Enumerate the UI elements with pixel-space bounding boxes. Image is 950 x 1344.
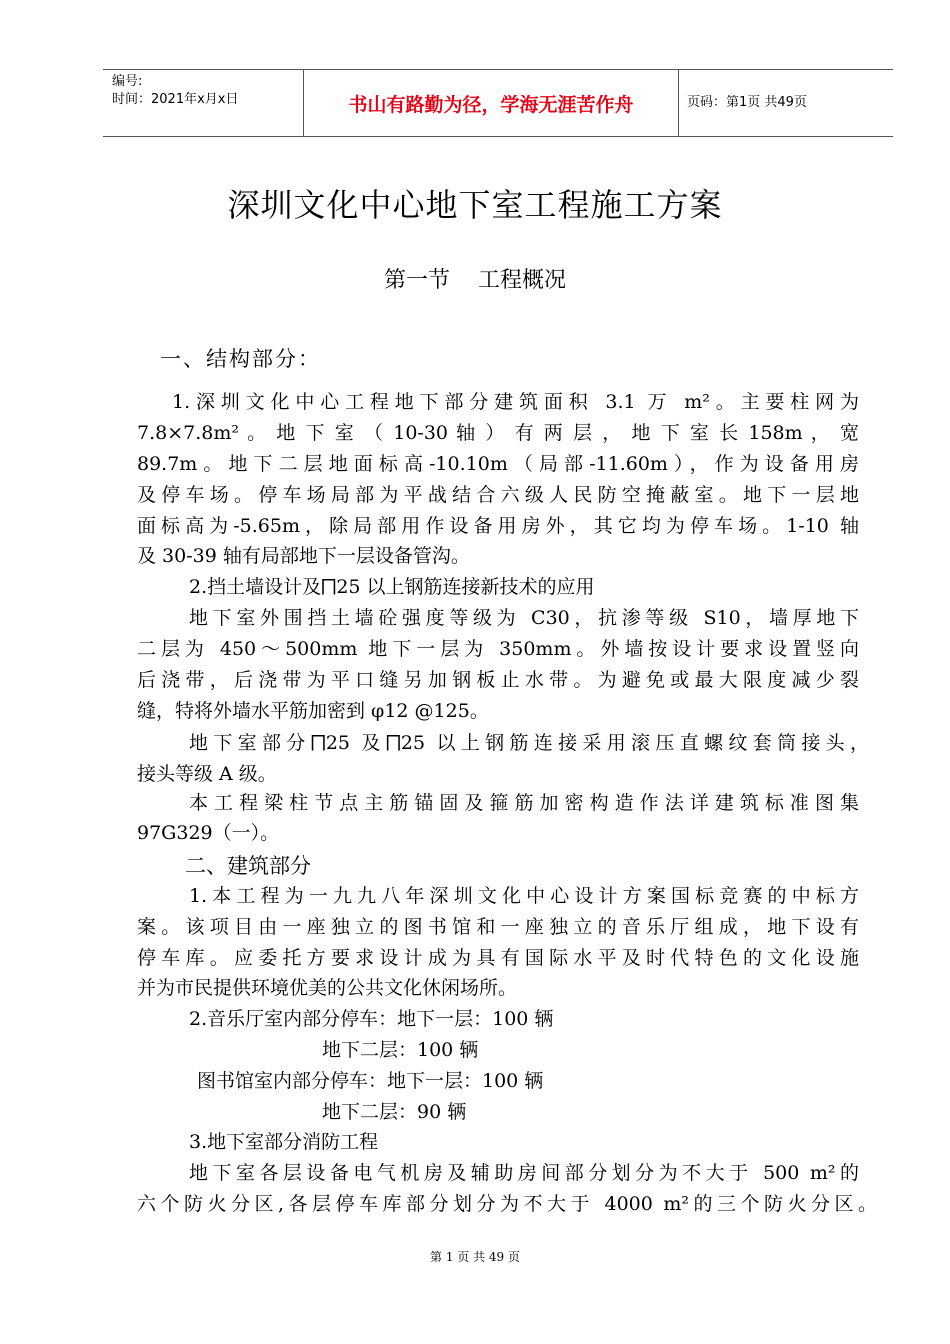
paragraph-line: 并为市民提供环境优美的公共文化休闲场所。 [137,977,518,999]
parking-line: 2.音乐厅室内部分停车：地下一层：100 辆 [189,1008,554,1030]
paragraph-line: 地下室各层设备电气机房及辅助房间部分划分为不大于 500 m²的 [189,1162,859,1184]
paragraph-line: 后浇带，后浇带为平口缝另加钢板止水带。为避免或最大限度减少裂 [137,669,859,691]
header-slogan: 书山有路勤为径，学海无涯苦作舟 [348,93,634,116]
parking-line: 地下二层：90 辆 [322,1101,467,1123]
paragraph-line: 停车库。应委托方要求设计成为具有国际水平及时代特色的文化设施 [137,947,859,969]
page-header [103,69,893,137]
paragraph-line: 缝，特将外墙水平筋加密到 φ12 @125。 [137,700,489,722]
parking-line: 地下二层：100 辆 [322,1039,479,1061]
header-divider [678,70,679,136]
header-meta [112,73,238,109]
paragraph-line: 7.8×7.8m² 。 地 下 室 （ 10-30 轴 ） 有 两 层 ， 地 下 室 长 158m ， 宽 [137,422,859,444]
paragraph-line: 89.7m。地下二层地面标高-10.10m（局部-11.60m），作为设备用房 [137,453,859,475]
paragraph-line: 及停车场。停车场局部为平战结合六级人民防空掩蔽室。地下一层地 [137,484,859,506]
time-label: 时间：2021年x月x日 [112,92,239,107]
heading-structure: 一、结构部分： [160,347,321,371]
paragraph-line: 97G329（一）。 [137,822,280,844]
section-title: 第一节 工程概况 [384,268,566,293]
paragraph-line: 案。该项目由一座独立的图书馆和一座独立的音乐厅组成，地下设有 [137,916,859,938]
paragraph-line: 地下室部分⨅25 及⨅25 以上钢筋连接采用滚压直螺纹套筒接头， [189,732,869,754]
paragraph-line: 地下室外围挡土墙砼强度等级为 C30，抗渗等级 S10，墙厚地下 [189,607,859,629]
parking-line: 图书馆室内部分停车：地下一层：100 辆 [197,1070,544,1092]
paragraph-line: 六个防火分区,各层停车库部分划分为不大于 4000 m²的三个防火分区。 [137,1193,877,1215]
document-title: 深圳文化中心地下室工程施工方案 [227,186,723,224]
paragraph-line: 1.本工程为一九九八年深圳文化中心设计方案国标竞赛的中标方 [189,885,859,907]
paragraph-line: 接头等级 A 级。 [137,763,277,785]
page-footer: 第 1 页 共 49 页 [430,1250,520,1264]
paragraph-line: 本工程梁柱节点主筋锚固及箍筋加密构造作法详建筑标准图集 [189,792,859,814]
paragraph-line: 3.地下室部分消防工程 [189,1131,379,1153]
paragraph-line: 2.挡土墙设计及⨅25 以上钢筋连接新技术的应用 [189,576,595,598]
paragraph-line: 面标高为-5.65m，除局部用作设备用房外，其它均为停车场。1-10 轴 [137,515,859,537]
paragraph-line: 二层为 450～500mm 地下一层为 350mm。外墙按设计要求设置竖向 [137,638,859,660]
code-label: 编号: [112,74,143,89]
heading-architecture: 二、建筑部分 [185,854,311,878]
paragraph-line: 1.深圳文化中心工程地下部分建筑面积 3.1 万 m²。主要柱网为 [172,391,859,413]
paragraph-line: 及 30-39 轴有局部地下一层设备管沟。 [137,545,470,567]
page-number-label: 页码：第1页 共49页 [687,95,807,110]
